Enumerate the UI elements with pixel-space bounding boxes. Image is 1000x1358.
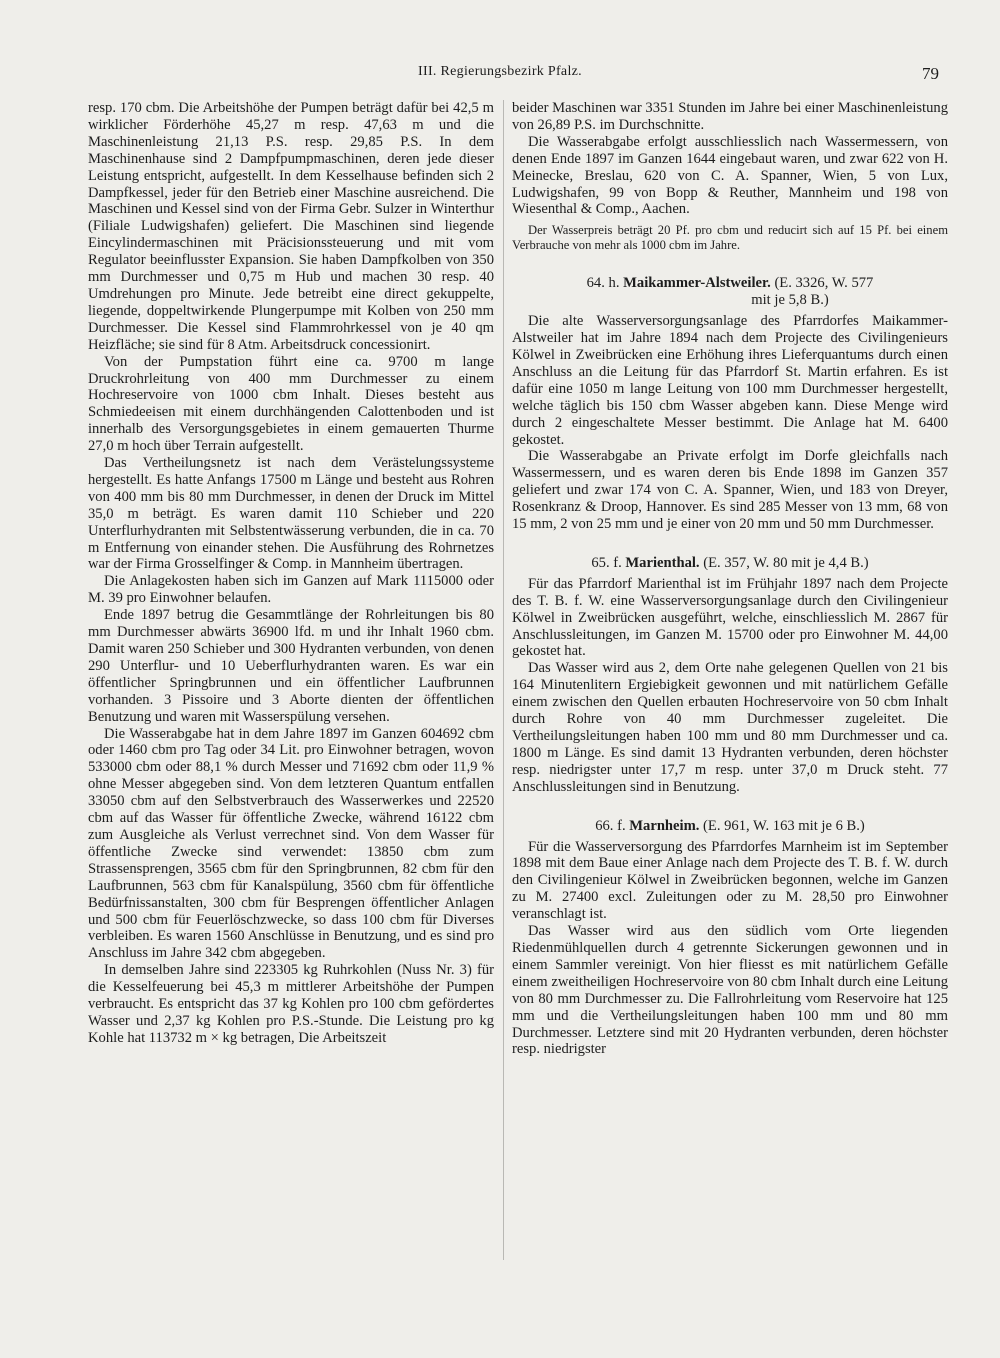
paragraph: In demselben Jahre sind 223305 kg Ruhrkohlen (Nuss Nr. 3) für die Kesselfeuerung bei 45,3 m mittlerer Arbeitshöhe der Pumpen verbraucht. Es entspricht das 37 kg Kohlen pro 100 cbm gefördertes Wasser und 2,37 kg Kohlen pro P.S.-Stunde. Die Leistung pro kg Kohle hat 113732 m × kg betragen, Die Arbeitszeit [88,962,494,1046]
page-number: 79 [922,64,939,83]
section-title: Marienthal. [625,554,700,571]
section-heading-maikammer [512,275,948,309]
section-meta-continued: mit je 5,8 B.) [751,292,829,309]
section-number: 64. h. [586,275,620,292]
paragraph: Für das Pfarrdorf Marienthal ist im Frühjahr 1897 nach dem Projecte des T. B. f. W. eine Wasserversorgungsanlage durch den Civilingenieur Kölwel in Zweibrücken ausgeführt, welche, einschliesslich M. 2867 für Anschlussleitungen, im Ganzen M. 15700 oder pro Einwohner M. 44,00 gekostet hat. [512,575,948,660]
paragraph: Das Wasser wird aus den südlich vom Orte liegenden Riedenmühlquellen durch 4 getrennte Sickerungen gewonnen und in einem Sammler vereinigt. Von hier fliesst es mit natürlichem Gefälle einem zweitheiligen Hochreservoire von 80 cbm Inhalt durch eine Leitung von 80 mm Durchmesser zu. Die Fallrohrleitung vom Reservoire hat 125 mm und die Vertheilungsleitungen haben 100 mm und 80 mm Durchmesser. Letztere sind mit 20 Hydranten verbunden, deren höchster resp. niedrigster [512,923,948,1058]
section-title: Maikammer-Alstweiler. [623,275,771,292]
paragraph: Für die Wasserversorgung des Pfarrdorfes Marnheim ist im September 1898 mit dem Baue einer Anlage nach dem Projecte des T. B. f. W. durch den Civilingenieur Kölwel in Zweibrücken begonnen, welche im Ganzen zu M. 27400 excl. Zuleitungen oder zu M. 28,50 pro Einwohner veranschlagt ist. [512,838,948,923]
left-column [88,100,494,1047]
running-header: III. Regierungsbezirk Pfalz. [418,64,582,79]
paragraph: Von der Pumpstation führt eine ca. 9700 m lange Druckrohrleitung von 400 mm Durchmesser zu einem Hochreservoire von 1000 cbm Inhalt. Dieses besteht aus Schmiedeeisen mit einem durchhängenden Calottenboden und ist innerhalb des Versorgungsgebietes in einem gemauerten Thurme 27,0 m hoch über Terrain aufgestellt. [88,353,494,455]
paragraph: Die Wasserabgabe hat in dem Jahre 1897 im Ganzen 604692 cbm oder 1460 cbm pro Tag oder 34 Lit. pro Einwohner betragen, wovon 533000 cbm oder 88,1 % durch Messer und 71692 cbm oder 11,9 % ohne Messer abgegeben sind. Von dem letzteren Quantum entfallen 33050 cbm auf den Selbstverbrauch des Wasserwerkes und 22520 cbm auf das Wasser für öffentliche Zwecke, während 16122 cbm zum Ausgleiche als Verlust verrechnet sind. Von dem Wasser für öffentliche Zwecke sind verwendet: 13850 cbm zum Strassensprengen, 3565 cbm für den Springbrunnen, 82 cbm für den Laufbrunnen, 563 cbm für Kanalspülung, 3560 cbm für öffentliche Bedürfnissanstalten, 300 cbm für Besprengen öffentlicher Anlagen und 500 cbm für Feuerlöschzwecke, so dass 100 cbm für Diverses verbleiben. Es waren 1560 Anschlüsse in Benutzung, und es sind pro Anschluss im Jahre 342 cbm abgegeben. [88,725,494,962]
section-heading-marnheim [512,818,948,835]
paragraph: Ende 1897 betrug die Gesammtlänge der Rohrleitungen bis 80 mm Durchmesser abwärts 36900 lfd. m und ihr Inhalt 1960 cbm. Damit waren 250 Schieber und 300 Hydranten verbunden, von denen 290 Unterflur- und 10 Ueberflurhydranten waren. Es war ein öffentlicher Springbrunnen und ein öffentlicher Laufbrunnen vorhanden. 3 Pissoire und 3 Aborte dienten der öffentlichen Benutzung und waren mit Wasserspülung versehen. [88,607,494,725]
paragraph: resp. 170 cbm. Die Arbeitshöhe der Pumpen beträgt dafür bei 42,5 m wirklicher Förderhöhe 45,27 m resp. 47,63 m und die Maschinenleistung 21,13 P.S. resp. 29,85 P.S. In dem Maschinenhause sind 2 Dampfpumpmaschinen, deren jede dieser Leistung entspricht, aufgestellt. In dem Kesselhause befinden sich 2 Dampfkessel, jeder für den Betrieb einer Maschine ausreichend. Die Maschinen und Kessel sind von der Firma Gebr. Sulzer in Winterthur (Filiale Ludwigshafen) geliefert. Die Maschinen sind liegende Eincylindermaschinen mit Präcisionssteuerung und mit vom Regulator beeinflusster Expansion. Sie haben Dampfkolben von 350 mm Durchmesser und 0,75 m Hub und machen 30 resp. 40 Umdrehungen pro Minute. Jede betreibt eine direct gekuppelte, liegende, doppeltwirkende Plungerpumpe mit Kolben von 250 mm Durchmesser. Die Kessel sind Flammrohrkessel von je 40 qm Heizfläche; sie sind für 8 Atm. Arbeitsdruck concessionirt. [88,100,494,353]
section-meta: (E. 357, W. 80 mit je 4,4 B.) [703,554,869,571]
section-meta: (E. 3326, W. 577 [774,275,874,292]
paragraph: beider Maschinen war 3351 Stunden im Jahre bei einer Maschinenleistung von 26,89 P.S. im Durchschnitte. [512,100,948,133]
paragraph: Das Vertheilungsnetz ist nach dem Verästelungssysteme hergestellt. Es hatte Anfangs 17500 m Länge und besteht aus Rohren von 400 mm bis 80 mm Durchmesser, in denen der Druck im Mittel 35,0 m beträgt. Es waren damit 110 Schieber und 220 Unterflurhydranten mit Selbstentwässerung verbunden, die in ca. 70 m Entfernung von einander stehen. Die Ausführung des Rohrnetzes war der Firma Grosselfinger & Comp. in Mannheim übertragen. [88,455,494,573]
footnote-price: Der Wasserpreis beträgt 20 Pf. pro cbm und reducirt sich auf 15 Pf. bei einem Verbrauche von mehr als 1000 cbm im Jahre. [512,223,948,253]
paragraph: Die alte Wasserversorgungsanlage des Pfarrdorfes Maikammer-Alstweiler hat im Jahre 1894 nach dem Projecte des Civilingenieurs Kölwel in Zweibrücken eine Erhöhung ihres Lieferquantums durch einen Anschluss an die Leitung für das Pfarrdorf St. Martin erfahren. Es ist dafür eine 1050 m lange Leitung von 100 mm Durchmesser hergestellt, welche täglich bis 150 cbm Wasser abgeben kann. Diese Menge wird durch 2 eingeschaltete Messer bestimmt. Die Anlage hat M. 6400 gekostet. [512,313,948,448]
column-divider [503,100,504,1260]
right-column [512,100,948,1058]
paragraph: Die Wasserabgabe an Private erfolgt im Dorfe gleichfalls nach Wassermessern, und es waren deren bis Ende 1898 im Ganzen 357 geliefert und zwar 174 von C. A. Spanner, Wien, und 183 von Dreyer, Rosenkranz & Droop, Hannover. Es sind 285 Messer von 13 mm, 68 von 15 mm, 2 von 25 mm und je einer von 20 mm und 50 mm Durchmesser. [512,448,948,533]
section-heading-marienthal [512,555,948,572]
section-title: Marnheim. [629,817,700,834]
paragraph: Die Anlagekosten haben sich im Ganzen auf Mark 1115000 oder M. 39 pro Einwohner belaufen. [88,573,494,607]
section-number: 65. f. [591,554,622,571]
paragraph: Das Wasser wird aus 2, dem Orte nahe gelegenen Quellen von 21 bis 164 Minutenlitern Ergiebigkeit gewonnen und mit natürlichem Gefälle einem zwischen den Quellen erbauten Hochreservoire von 50 cbm Inhalt durch Rohre von 40 mm Durchmesser zugeleitet. Die Vertheilungsleitungen haben 100 mm und 80 mm Durchmesser und ca. 1800 m Länge. Es sind damit 13 Hydranten verbunden, deren höchster resp. niedrigster unter 17,7 m resp. unter 37,0 m Druck steht. 77 Anschlussleitungen sind in Benutzung. [512,660,948,795]
paragraph: Die Wasserabgabe erfolgt ausschliesslich nach Wassermessern, von denen Ende 1897 im Ganzen 1644 eingebaut waren, und zwar 622 von H. Meinecke, Breslau, 620 von C. A. Spanner, Wien, 5 von Lux, Ludwigshafen, 99 von Bopp & Reuther, Mannheim und 198 von Wiesenthal & Comp., Aachen. [512,133,948,218]
section-meta: (E. 961, W. 163 mit je 6 B.) [703,817,865,834]
section-number: 66. f. [595,817,626,834]
